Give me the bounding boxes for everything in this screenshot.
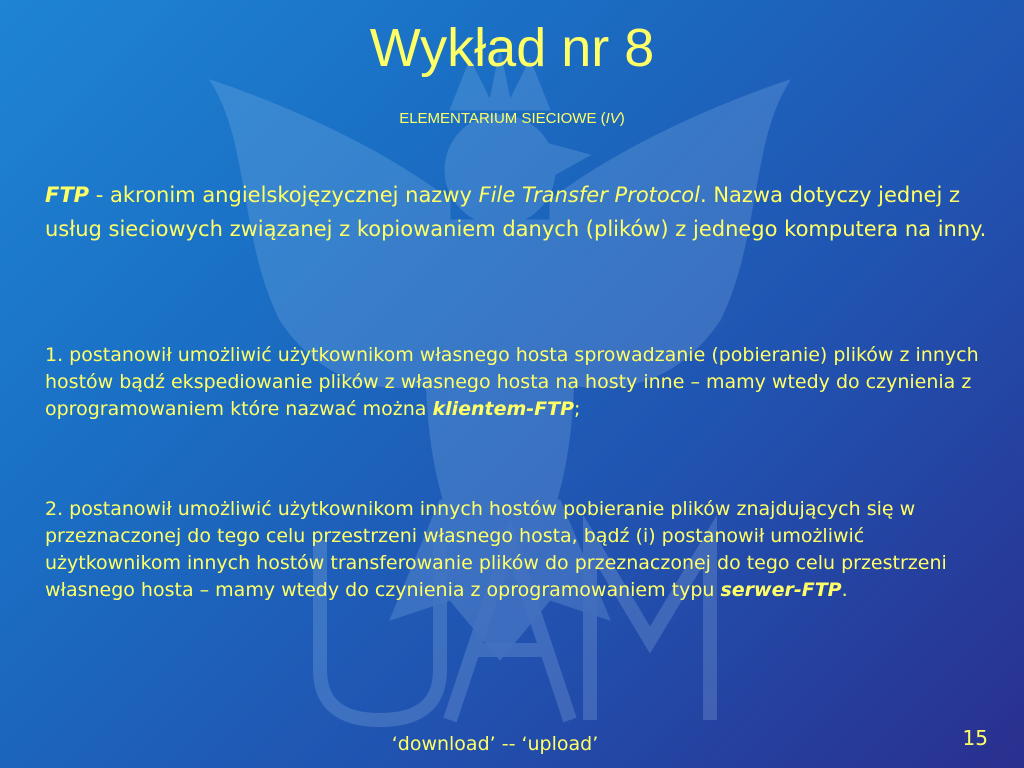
- client-ftp-paragraph: [45, 342, 995, 423]
- file-transfer-protocol-text: File Transfer Protocol: [478, 183, 700, 207]
- definition-text-b: . Nazwa dotyczy jednej z usług sieciowych związanej z kopiowaniem danych (plików) z jednego komputera na inny.: [45, 183, 987, 241]
- ftp-term: FTP: [45, 183, 90, 207]
- server-end: .: [841, 579, 848, 601]
- download-upload-footer: ‘download’ -- ‘upload’: [391, 733, 599, 755]
- ftp-definition-paragraph: [45, 178, 995, 246]
- slide-subtitle: [0, 110, 1024, 127]
- server-ftp-term: serwer-FTP: [720, 579, 842, 601]
- slide-title: Wykład nr 8: [369, 18, 655, 78]
- client-end: ;: [574, 398, 581, 420]
- client-text: 1. postanowił umożliwić użytkownikom własnego hosta sprowadzanie (pobieranie) plików z innych hostów bądź ekspediowanie plików z własnego hosta na hosty inne – mamy wtedy do czynienia z oprogramowaniem które nazwać można: [45, 344, 979, 420]
- server-text: 2. postanowił umożliwić użytkownikom innych hostów pobieranie plików znajdujących się w przeznaczonej do tego celu przestrzeni własnego hosta, bądź (i) postanowił umożliwić użytkownikom innych hostów transferowanie plików do przeznaczonej do tego celu przestrzeni własnego hosta – mamy wtedy do czynienia z oprogramowaniem typu: [45, 498, 947, 601]
- subtitle-roman-numeral: IV: [605, 110, 620, 127]
- page-number: 15: [962, 726, 988, 750]
- server-ftp-paragraph: [45, 496, 1005, 604]
- subtitle-main: ELEMENTARIUM SIECIOWE (: [399, 110, 606, 127]
- subtitle-end: ): [619, 110, 625, 127]
- client-ftp-term: klientem-FTP: [432, 398, 575, 420]
- definition-text-a: - akronim angielskojęzycznej nazwy: [89, 183, 479, 207]
